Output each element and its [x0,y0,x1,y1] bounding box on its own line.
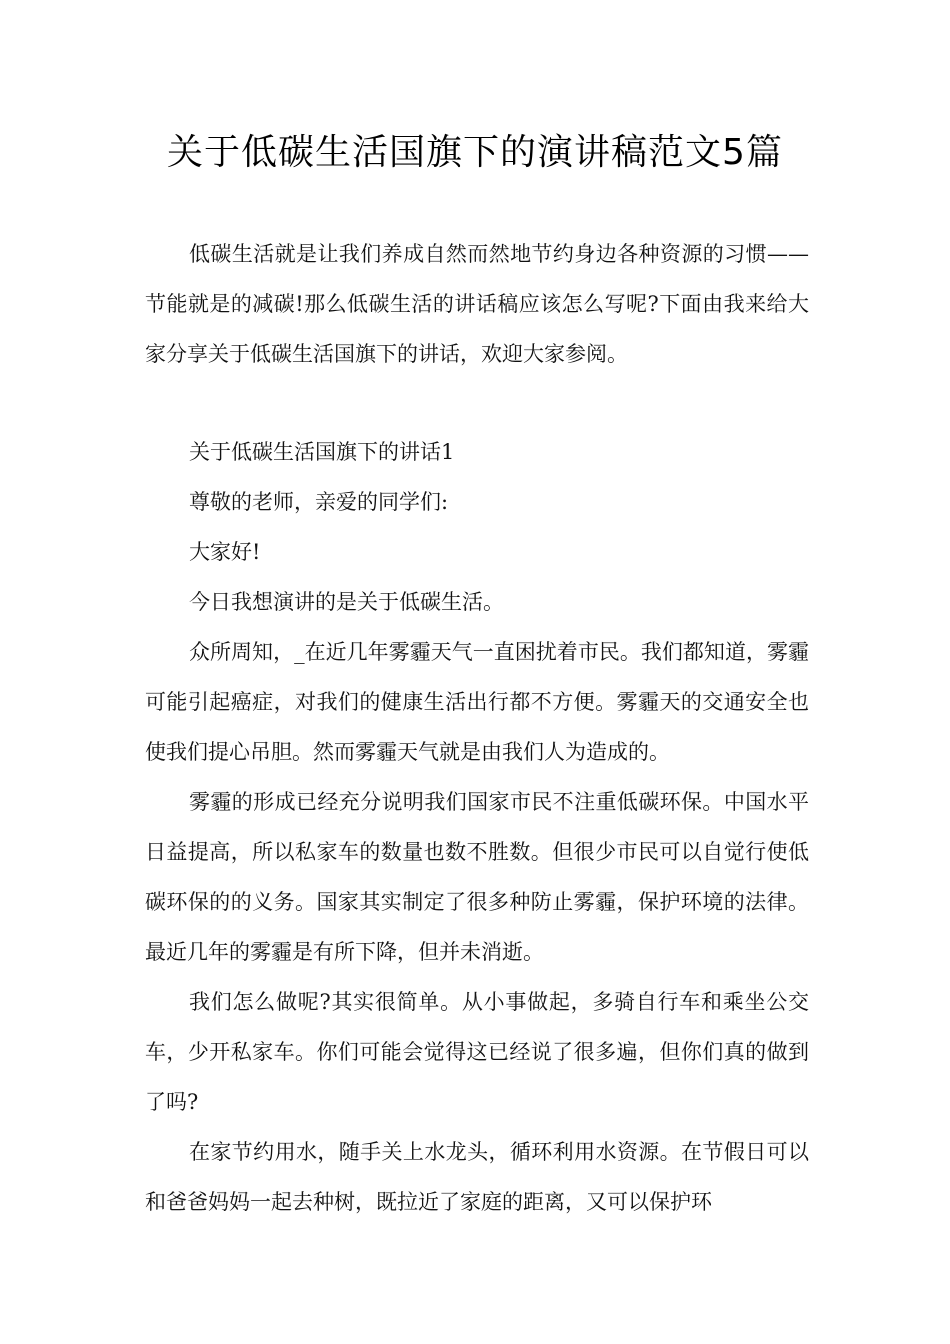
speech-body [145,427,809,1227]
greeting: 大家好! [189,540,261,564]
body-paragraph: 雾霾的形成已经充分说明我们国家市民不注重低碳环保。中国水平日益提高，所以私家车的数量也数不胜数。但很少市民可以自觉行使低碳环保的的义务。国家其实制定了很多种防止雾霾，保护环境的法律。最近几年的雾霾是有所下降，但并未消逝。 [145,790,809,964]
body-paragraph: 我们怎么做呢?其实很简单。从小事做起，多骑自行车和乘坐公交车，少开私家车。你们可能会觉得这已经说了很多遍，但你们真的做到了吗? [145,990,809,1114]
salutation: 尊敬的老师，亲爱的同学们: [189,490,449,514]
intro-paragraph: 低碳生活就是让我们养成自然而然地节约身边各种资源的习惯——节能就是的减碳!那么低碳生活的讲话稿应该怎么写呢?下面由我来给大家分享关于低碳生活国旗下的讲话，欢迎大家参阅。 [145,242,809,366]
document-title: 关于低碳生活国旗下的演讲稿范文5篇 [167,132,783,173]
speech-heading: 关于低碳生活国旗下的讲话1 [189,440,455,464]
body-paragraph: 众所周知，_在近几年雾霾天气一直困扰着市民。我们都知道，雾霾可能引起癌症，对我们的健康生活出行都不方便。雾霾天的交通安全也使我们提心吊胆。然而雾霾天气就是由我们人为造成的。 [145,640,809,764]
topic-sentence: 今日我想演讲的是关于低碳生活。 [189,590,504,614]
intro-section [145,229,809,379]
body-paragraph: 在家节约用水，随手关上水龙头，循环利用水资源。在节假日可以和爸爸妈妈一起去种树，既拉近了家庭的距离，又可以保护环 [145,1140,809,1214]
